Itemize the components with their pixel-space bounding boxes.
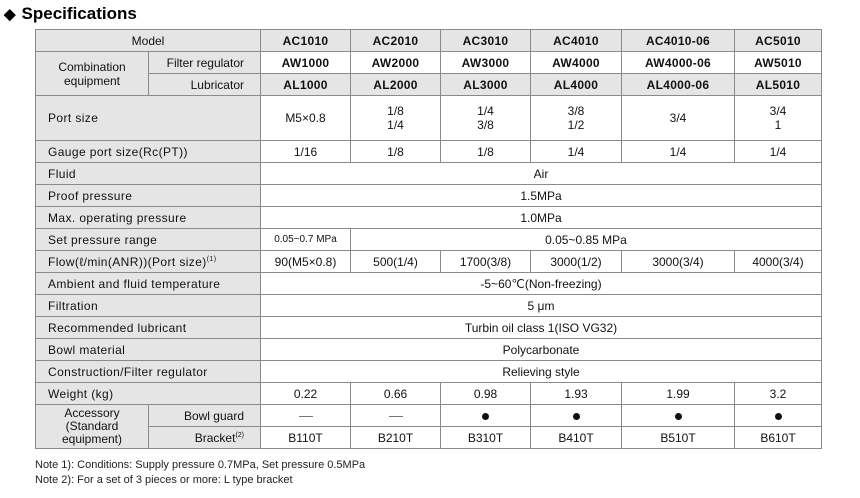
gauge-port-cell: 1/4 xyxy=(735,141,822,163)
weight-cell: 1.93 xyxy=(531,383,622,405)
row-construction xyxy=(36,361,822,383)
lubricator-cell: AL2000 xyxy=(351,74,441,96)
port-size-cell: 1/8 1/4 xyxy=(351,96,441,141)
proof-pressure-label: Proof pressure xyxy=(36,185,261,207)
port-size-cell: 3/4 1 xyxy=(735,96,822,141)
filter-regulator-label: Filter regulator xyxy=(149,52,261,74)
set-pressure-small-value: 0.05~0.7 MPa xyxy=(261,229,351,251)
filter-regulator-cell: AW5010 xyxy=(735,52,822,74)
gauge-port-cell: 1/8 xyxy=(351,141,441,163)
row-bowl-guard xyxy=(36,405,822,427)
filter-regulator-cell: AW4000 xyxy=(531,52,622,74)
filter-regulator-cell: AW3000 xyxy=(441,52,531,74)
bowl-guard-cell xyxy=(735,405,822,427)
specifications-table xyxy=(35,29,822,449)
weight-cell: 0.22 xyxy=(261,383,351,405)
bracket-cell: B410T xyxy=(531,427,622,449)
port-size-cell: 3/4 xyxy=(622,96,735,141)
bowl-guard-label: Bowl guard xyxy=(149,405,261,427)
fluid-value: Air xyxy=(261,163,822,185)
filter-regulator-cell: AW1000 xyxy=(261,52,351,74)
accessory-label: Accessory (Standard equipment) xyxy=(36,405,149,449)
combination-label: Combination equipment xyxy=(36,52,149,96)
bowl-guard-cell xyxy=(622,405,735,427)
fluid-label: Fluid xyxy=(36,163,261,185)
included-dot-icon xyxy=(675,413,682,420)
bracket-note-marker: (2) xyxy=(235,431,244,439)
weight-label: Weight (kg) xyxy=(36,383,261,405)
gauge-port-cell: 1/4 xyxy=(531,141,622,163)
flow-cell: 4000(3/4) xyxy=(735,251,822,273)
not-included-dash-icon xyxy=(389,416,403,417)
lubricator-label: Lubricator xyxy=(149,74,261,96)
footnote-2: Note 2): For a set of 3 pieces or more: L type bracket xyxy=(35,474,293,486)
gauge-port-cell: 1/8 xyxy=(441,141,531,163)
flow-cell: 500(1/4) xyxy=(351,251,441,273)
filtration-value: 5 μm xyxy=(261,295,822,317)
row-filter-regulator xyxy=(36,52,822,74)
flow-note-marker: (1) xyxy=(206,255,217,263)
port-size-cell: 3/8 1/2 xyxy=(531,96,622,141)
row-gauge-port xyxy=(36,141,822,163)
row-lubricator xyxy=(36,74,822,96)
lubricant-value: Turbin oil class 1(ISO VG32) xyxy=(261,317,822,339)
row-weight xyxy=(36,383,822,405)
bowl-guard-cell xyxy=(531,405,622,427)
lubricant-label: Recommended lubricant xyxy=(36,317,261,339)
model-cell: AC4010-06 xyxy=(622,30,735,52)
weight-cell: 0.98 xyxy=(441,383,531,405)
weight-cell: 3.2 xyxy=(735,383,822,405)
bracket-cell: B110T xyxy=(261,427,351,449)
model-cell: AC5010 xyxy=(735,30,822,52)
row-filtration xyxy=(36,295,822,317)
flow-label: Flow(ℓ/min(ANR))(Port size)$^{(1)}$ xyxy=(36,251,261,273)
diamond-bullet-icon: ◆ xyxy=(4,6,16,23)
row-lubricant xyxy=(36,317,822,339)
bracket-cell: B610T xyxy=(735,427,822,449)
proof-pressure-value: 1.5MPa xyxy=(261,185,822,207)
gauge-port-label: Gauge port size(Rc(PT)) xyxy=(36,141,261,163)
max-pressure-label: Max. operating pressure xyxy=(36,207,261,229)
construction-label: Construction/Filter regulator xyxy=(36,361,261,383)
filter-regulator-cell: AW2000 xyxy=(351,52,441,74)
footnote-1: Note 1): Conditions: Supply pressure 0.7MPa, Set pressure 0.5MPa xyxy=(35,459,366,471)
bracket-label: Bracket$^{(2)}$ xyxy=(149,427,261,449)
lubricator-cell: AL4000 xyxy=(531,74,622,96)
lubricator-cell: AL4000-06 xyxy=(622,74,735,96)
flow-cell: 3000(3/4) xyxy=(622,251,735,273)
not-included-dash-icon xyxy=(299,416,313,417)
section-title-text: Specifications xyxy=(21,4,137,23)
port-size-cell: 1/4 3/8 xyxy=(441,96,531,141)
row-set-pressure xyxy=(36,229,822,251)
section-title xyxy=(4,3,137,25)
set-pressure-label: Set pressure range xyxy=(36,229,261,251)
lubricator-cell: AL3000 xyxy=(441,74,531,96)
ambient-value: -5~60℃(Non-freezing) xyxy=(261,273,822,295)
row-bracket xyxy=(36,427,822,449)
construction-value: Relieving style xyxy=(261,361,822,383)
row-bowl-material xyxy=(36,339,822,361)
ambient-label: Ambient and fluid temperature xyxy=(36,273,261,295)
included-dot-icon xyxy=(775,413,782,420)
row-ambient xyxy=(36,273,822,295)
gauge-port-cell: 1/4 xyxy=(622,141,735,163)
model-cell: AC2010 xyxy=(351,30,441,52)
bowl-material-value: Polycarbonate xyxy=(261,339,822,361)
filtration-label: Filtration xyxy=(36,295,261,317)
bracket-cell: B510T xyxy=(622,427,735,449)
bowl-guard-cell xyxy=(441,405,531,427)
bowl-guard-cell xyxy=(261,405,351,427)
flow-cell: 3000(1/2) xyxy=(531,251,622,273)
row-port-size xyxy=(36,96,822,141)
port-size-cell: M5×0.8 xyxy=(261,96,351,141)
lubricator-cell: AL1000 xyxy=(261,74,351,96)
row-fluid xyxy=(36,163,822,185)
flow-cell: 90(M5×0.8) xyxy=(261,251,351,273)
set-pressure-value: 0.05~0.85 MPa xyxy=(351,229,822,251)
row-flow xyxy=(36,251,822,273)
footnotes xyxy=(35,458,365,488)
model-cell: AC1010 xyxy=(261,30,351,52)
bracket-cell: B310T xyxy=(441,427,531,449)
max-pressure-value: 1.0MPa xyxy=(261,207,822,229)
gauge-port-cell: 1/16 xyxy=(261,141,351,163)
included-dot-icon xyxy=(482,413,489,420)
model-cell: AC3010 xyxy=(441,30,531,52)
bowl-material-label: Bowl material xyxy=(36,339,261,361)
port-size-label: Port size xyxy=(36,96,261,141)
row-max-pressure xyxy=(36,207,822,229)
bowl-guard-cell xyxy=(351,405,441,427)
row-model xyxy=(36,30,822,52)
weight-cell: 1.99 xyxy=(622,383,735,405)
included-dot-icon xyxy=(573,413,580,420)
bracket-cell: B210T xyxy=(351,427,441,449)
model-cell: AC4010 xyxy=(531,30,622,52)
row-proof-pressure xyxy=(36,185,822,207)
lubricator-cell: AL5010 xyxy=(735,74,822,96)
flow-cell: 1700(3/8) xyxy=(441,251,531,273)
filter-regulator-cell: AW4000-06 xyxy=(622,52,735,74)
weight-cell: 0.66 xyxy=(351,383,441,405)
model-label: Model xyxy=(36,30,261,52)
